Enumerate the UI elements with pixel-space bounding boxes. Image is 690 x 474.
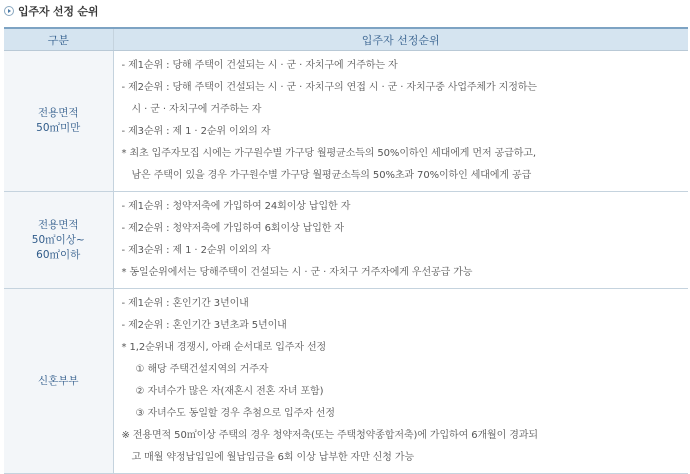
category-line: 50㎡이상~ <box>31 233 85 246</box>
priority-cell <box>113 51 688 192</box>
priority-line: - 제3순위 : 제 1 · 2순위 이외의 자 <box>121 245 271 256</box>
category-line: 신혼부부 <box>37 374 79 387</box>
priority-line: ② 자녀수가 많은 자(재혼시 전혼 자녀 포함) <box>135 386 324 397</box>
table-row <box>4 289 688 474</box>
priority-cell <box>113 289 688 474</box>
priority-line: - 제3순위 : 제 1 · 2순위 이외의 자 <box>121 126 271 137</box>
category-line: 60㎡이하 <box>36 248 81 261</box>
priority-line: 시 · 군 · 자치구에 거주하는 자 <box>131 104 262 115</box>
priority-line: 남은 주택이 있을 경우 가구원수별 가구당 월평균소득의 50%초과 70%이하인 세대에게 공급 <box>131 170 532 181</box>
priority-line: - 제2순위 : 혼인기간 3년초과 5년이내 <box>121 320 287 331</box>
table-row <box>4 51 688 192</box>
category-cell <box>4 289 113 474</box>
selection-table <box>4 27 688 474</box>
priority-line: * 최초 입주자모집 시에는 가구원수별 가구당 월평균소득의 50%이하인 세대에게 먼저 공급하고, <box>121 148 536 159</box>
priority-line: - 제1순위 : 청약저축에 가입하여 24회이상 납입한 자 <box>121 201 351 212</box>
circle-arrow-icon <box>4 6 14 16</box>
priority-line: ① 해당 주택건설지역의 거주자 <box>135 364 269 375</box>
priority-line: - 제2순위 : 청약저축에 가입하여 6회이상 납입한 자 <box>121 223 344 234</box>
section-heading <box>4 3 98 19</box>
section-title: 입주자 선정 순위 <box>18 5 99 18</box>
header-category: 구분 <box>4 28 113 51</box>
priority-line: - 제1순위 : 당해 주택이 건설되는 시 · 군 · 자치구에 거주하는 자 <box>121 60 398 71</box>
table-row <box>4 192 688 289</box>
priority-line: 고 매월 약정납입일에 월납입금을 6회 이상 납부한 자만 신청 가능 <box>131 452 415 463</box>
category-cell <box>4 192 113 289</box>
category-line: 전용면적 <box>37 107 79 119</box>
category-line: 전용면적 <box>37 218 79 231</box>
priority-line: - 제2순위 : 당해 주택이 건설되는 시 · 군 · 자치구의 연접 시 · 군 · 자치구중 사업주체가 지정하는 <box>121 82 537 93</box>
priority-line: ③ 자녀수도 동일할 경우 추첨으로 입주자 선정 <box>135 408 335 419</box>
priority-cell <box>113 192 688 289</box>
priority-line: ※ 전용면적 50㎡이상 주택의 경우 청약저축(또는 주택청약종합저축)에 가입하여 6개월이 경과되 <box>121 430 538 441</box>
table-header-row <box>4 28 688 51</box>
priority-line: - 제1순위 : 혼인기간 3년이내 <box>121 298 249 309</box>
category-cell <box>4 51 113 192</box>
category-line: 50㎡미만 <box>36 122 81 134</box>
header-priority: 입주자 선정순위 <box>113 28 688 51</box>
priority-line: * 동일순위에서는 당해주택이 건설되는 시 · 군 · 자치구 거주자에게 우선공급 가능 <box>121 267 473 278</box>
priority-line: * 1,2순위내 경쟁시, 아래 순서대로 입주자 선정 <box>121 342 327 353</box>
